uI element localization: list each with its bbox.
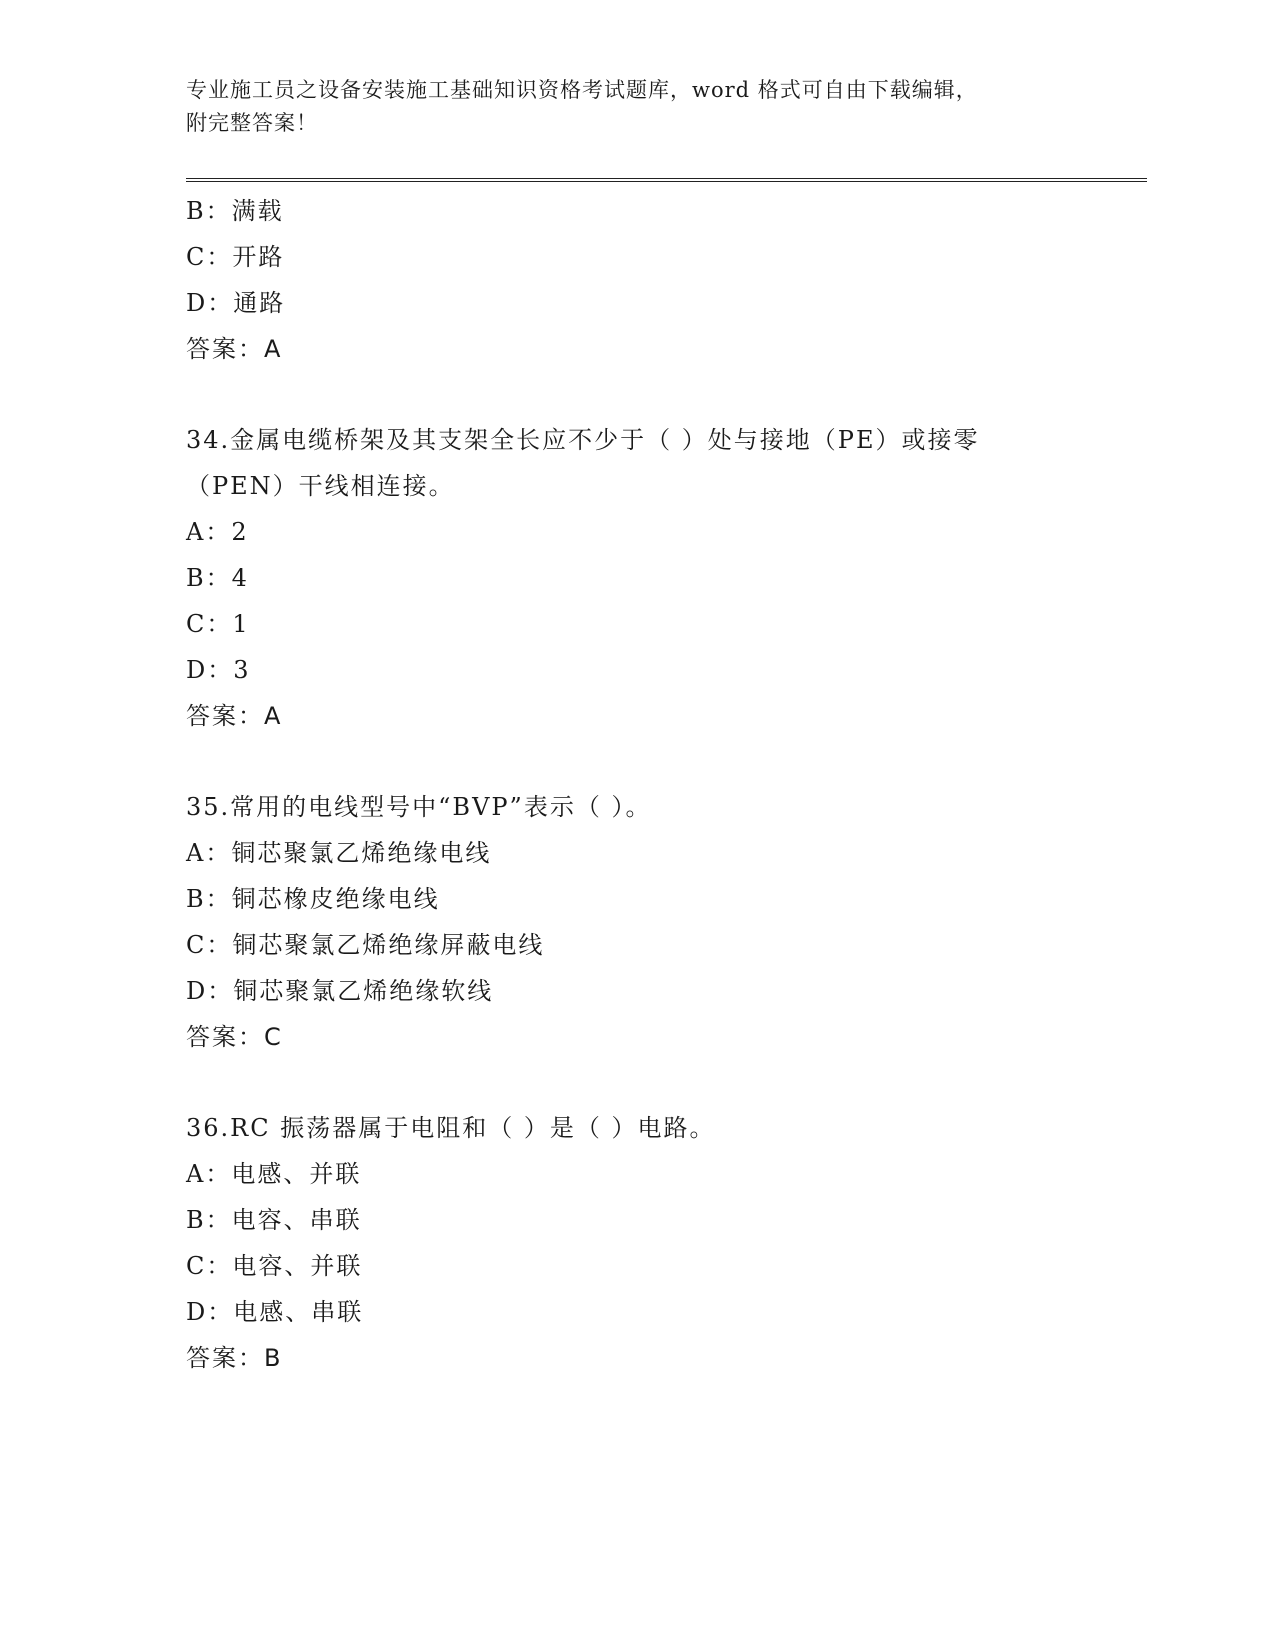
answer-line: 答案：A xyxy=(186,335,283,363)
partial-question xyxy=(186,188,1086,372)
question-stem-continued: （PEN）干线相连接。 xyxy=(186,472,455,500)
spacer xyxy=(186,739,1086,784)
option-c: C：铜芯聚氯乙烯绝缘屏蔽电线 xyxy=(186,931,545,959)
option-d: D：电感、串联 xyxy=(186,1298,364,1326)
option-b: B：电容、串联 xyxy=(186,1206,362,1234)
question-content xyxy=(186,188,1086,1381)
option-b: B：4 xyxy=(186,564,249,592)
option-a: A：2 xyxy=(186,518,249,546)
option-d: D：铜芯聚氯乙烯绝缘软线 xyxy=(186,977,494,1005)
spacer xyxy=(186,372,1086,417)
answer-line: 答案：C xyxy=(186,1023,283,1051)
option-d: D：3 xyxy=(186,656,251,684)
answer-line: 答案：B xyxy=(186,1344,283,1372)
question-stem: 36.RC 振荡器属于电阻和（ ）是（ ）电路。 xyxy=(186,1114,716,1142)
spacer xyxy=(186,1060,1086,1105)
option-d: D：通路 xyxy=(186,289,286,317)
question-stem: 35.常用的电线型号中“BVP”表示（ ）。 xyxy=(186,793,652,821)
header-line-1: 专业施工员之设备安装施工基础知识资格考试题库，word 格式可自由下载编辑， xyxy=(186,78,978,102)
option-c: C：电容、并联 xyxy=(186,1252,363,1280)
header-line-2: 附完整答案！ xyxy=(186,111,318,135)
question-stem: 34.金属电缆桥架及其支架全长应不少于（ ）处与接地（PE）或接零 xyxy=(186,426,980,454)
header-divider xyxy=(186,178,1147,182)
option-a: A：电感、并联 xyxy=(186,1160,362,1188)
question-34 xyxy=(186,417,1086,739)
question-36 xyxy=(186,1105,1086,1381)
document-header xyxy=(186,74,1066,140)
option-c: C：开路 xyxy=(186,243,285,271)
option-c: C：1 xyxy=(186,610,250,638)
question-35 xyxy=(186,784,1086,1060)
option-b: B：铜芯橡皮绝缘电线 xyxy=(186,885,440,913)
option-a: A：铜芯聚氯乙烯绝缘电线 xyxy=(186,839,492,867)
option-b: B：满载 xyxy=(186,197,284,225)
answer-line: 答案：A xyxy=(186,702,283,730)
